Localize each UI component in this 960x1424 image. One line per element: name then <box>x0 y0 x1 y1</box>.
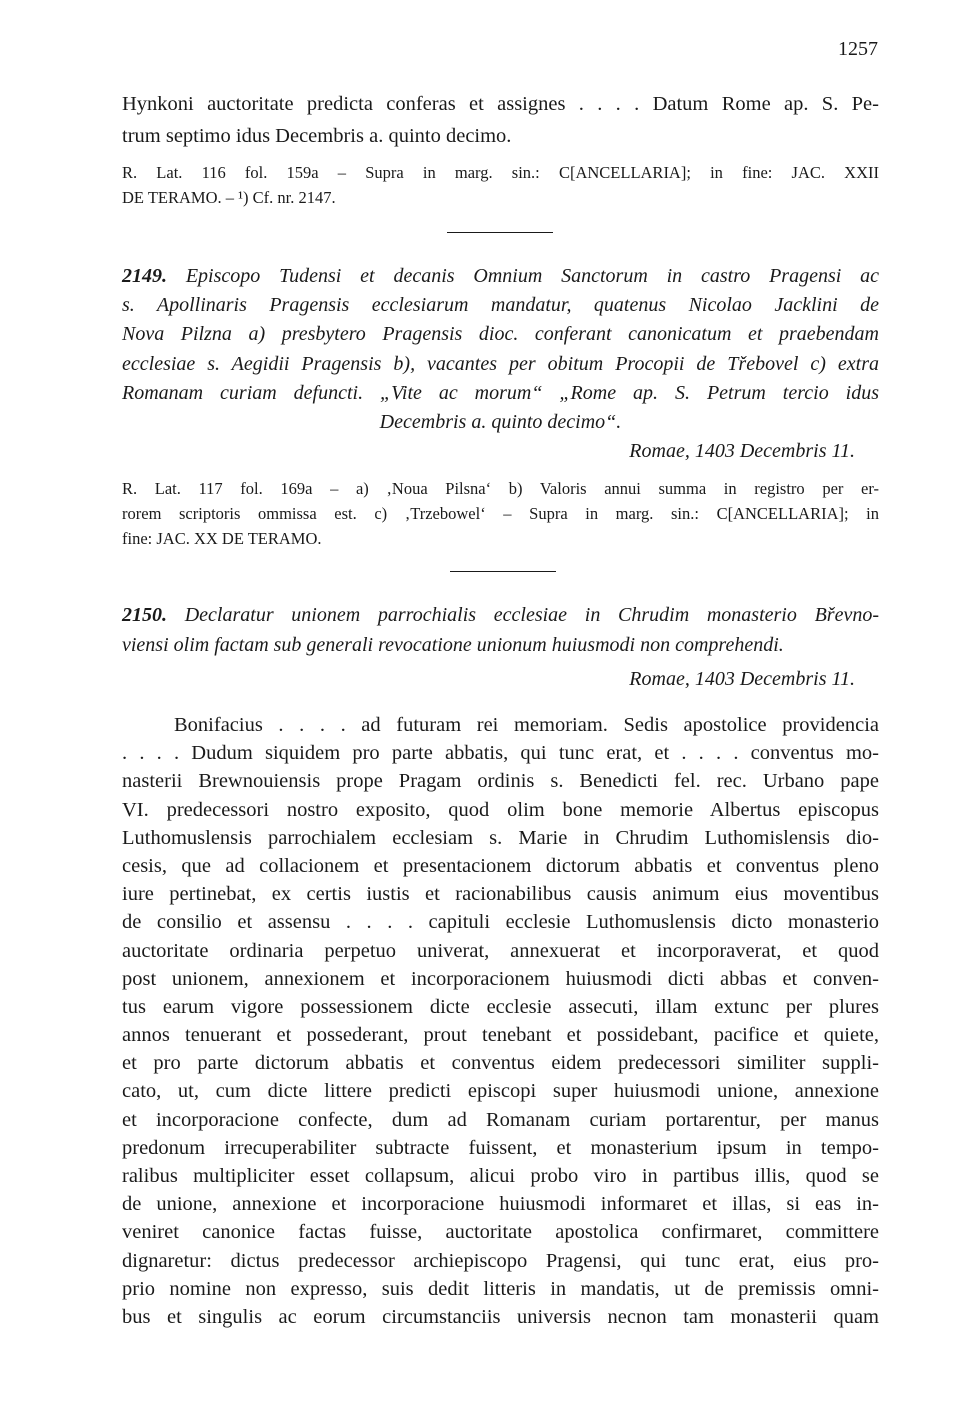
separator-rule <box>447 232 553 233</box>
regest-line: s. Apollinaris Pragensis ecclesiarum mandatur, quatenus Nicolao Jacklini de <box>122 294 879 317</box>
body-line: et pro parte dictorum abbatis et conventus eidem predecessori similiter suppli- <box>122 1052 879 1075</box>
regest-line: Decembris a. quinto decimo“. <box>379 410 622 433</box>
entry-2149-regest <box>122 262 879 466</box>
body-line: Luthomuslensis parrochialem ecclesiam s. Marie in Chrudim Luthomislensis dio- <box>122 826 879 849</box>
text-line: trum septimo idus Decembris a. quinto decimo. <box>122 125 512 147</box>
regest-line: viensi olim factam sub generali revocatione unionum huiusmodi non comprehendi. <box>122 634 784 656</box>
body-line: cesis, que ad collacionem et presentacionem dictorum abbatis et conventus pleno <box>122 854 879 877</box>
text-line: Hynkoni auctoritate predicta conferas et assignes . . . . Datum Rome ap. S. Pe- <box>122 93 879 115</box>
regest-line: 2150. Declaratur unionem parrochialis ecclesiae in Chrudim monasterio Břevno- <box>122 604 879 626</box>
regest-line: 2149. Episcopo Tudensi et decanis Omnium Sanctorum in castro Pragensi ac <box>122 265 880 287</box>
entry-2150-regest <box>122 600 879 694</box>
body-line: de unione, annexione et incorporacione huiusmodi informaret et illas, si eas in- <box>122 1193 879 1216</box>
separator-rule <box>450 571 556 572</box>
body-line: bus et singulis ac eorum circumstanciis universis necnon tam monasterii quam <box>122 1305 879 1328</box>
body-line: nasterii Brewnouiensis prope Pragam ordinis s. Benedicti fel. rec. Urbano pape <box>122 770 879 793</box>
footnote-line: R. Lat. 116 fol. 159a – Supra in marg. sin.: C[ANCELLARIA]; in fine: JAC. XXII <box>122 163 879 182</box>
dateline: Romae, 1403 Decembris 11. <box>629 440 855 463</box>
footnote-line: fine: JAC. XX DE TERAMO. <box>122 529 322 548</box>
regest-line: ecclesiae s. Aegidii Pragensis b), vacantes per obitum Procopii de Třebovel c) extra <box>122 352 879 375</box>
body-line: Bonifacius . . . . ad futuram rei memoriam. Sedis apostolice providencia <box>174 714 879 736</box>
entry-2150-text <box>122 711 879 1331</box>
body-line: cato, ut, cum dicte littere predicti episcopi super huiusmodi unione, annexione <box>122 1080 879 1103</box>
body-line: . . . . Dudum siquidem pro parte abbatis, qui tunc erat, et . . . . conventus mo- <box>122 742 879 765</box>
body-line: VI. predecessori nostro exposito, quod olim bone memorie Albertus episcopus <box>122 798 879 821</box>
intro-paragraph <box>122 88 879 152</box>
footnote-2148 <box>122 160 879 210</box>
footnote-line: R. Lat. 117 fol. 169a – a) ‚Noua Pilsna‘ b) Valoris annui summa in registro per er- <box>122 479 879 498</box>
footnote-line: DE TERAMO. – ¹) Cf. nr. 2147. <box>122 188 336 207</box>
body-line: prio nomine non expresso, suis dedit litteris in mandatis, ut de premissis omni- <box>122 1277 879 1300</box>
body-line: auctoritate ordinaria perpetuo univerat, annexuerat et incorporaverat, et quod <box>122 939 879 962</box>
body-line: annos tenuerant et possederant, prout tenebant et possidebant, pacifice et quiete, <box>122 1024 879 1047</box>
regest-line: Nova Pilzna a) presbytero Pragensis dioc. conferant canonicatum et praebendam <box>122 323 879 346</box>
body-line: de consilio et assensu . . . . capituli ecclesie Luthomuslensis dicto monasterio <box>122 911 879 934</box>
footnote-line: rorem scriptoris ommissa est. c) ‚Trzebowel‘ – Supra in marg. sin.: C[ANCELLARIA]; in <box>122 504 879 523</box>
body-line: veniret canonice factas fuisse, auctoritate apostolica confirmaret, committere <box>122 1221 879 1244</box>
body-line: post unionem, annexionem et incorporacionem huiusmodi dicti abbas et conven- <box>122 967 879 990</box>
dateline: Romae, 1403 Decembris 11. <box>629 668 855 690</box>
body-line: dignaretur: dictus predecessor archiepiscopo Pragensi, qui tunc erat, eius pro- <box>122 1249 879 1272</box>
body-line: predonum irrecuperabiliter subtracte fuissent, et monasterium ipsum in tempo- <box>122 1136 879 1159</box>
regest-line: Romanam curiam defuncti. „Vite ac morum“ „Rome ap. S. Petrum tercio idus <box>122 381 879 404</box>
entry-number: 2150. <box>122 604 167 626</box>
entry-number: 2149. <box>122 265 167 287</box>
body-line: et incorporacione confecte, dum ad Romanam curiam portarentur, per manus <box>122 1108 879 1131</box>
body-line: ralibus multipliciter esset collapsum, alicui probo viro in partibus illis, quod se <box>122 1165 879 1187</box>
body-line: iure pertinebat, ex certis iustis et racionabilibus causis animum eius moventibus <box>122 883 879 906</box>
footnote-2149 <box>122 476 879 551</box>
page-number: 1257 <box>838 38 878 60</box>
body-line: tus earum vigore possessionem dicte ecclesie assecuti, illam extunc per plures <box>122 995 879 1018</box>
